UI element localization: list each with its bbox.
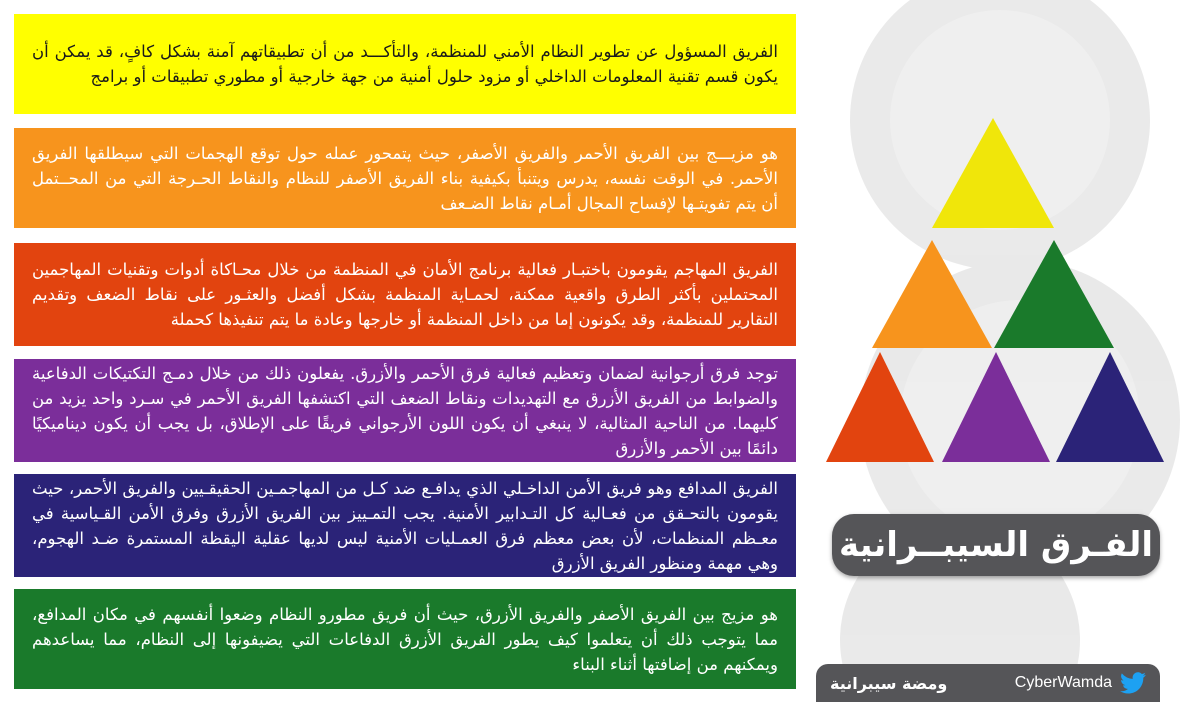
blue-team-text: الفريق المدافع وهو فريق الأمن الداخـلي الذي يدافـع ضد كـل من المهاجمـين الحقيقـيين والفريق الأحمر، حيث يقومون بالتحـقق من فعـالية كل التـدابير الأمنية. يجب التمـييز بين الفريق الأزرق وفرق الأمن القـياسية في معـظم المنظمات، لأن بعض معظم فرق العمـليات الأمنية ليس لديها عقلية اليقظة المستمرة ضـد الهجوم، وهي مهمة ومنظور الفريق الأزرق bbox=[32, 478, 778, 573]
pyramid-yellow-triangle bbox=[932, 118, 1054, 228]
twitter-handle: CyberWamda bbox=[1014, 674, 1112, 691]
purple-team-text: توجد فرق أرجوانية لضمان وتعظيم فعالية فرق الأحمر والأزرق. يفعلون ذلك من خلال دمـج التكتيكات الدفاعية والضوابط من الفريق الأزرق مع التهديدات ونقاط الضعف التي اكتشفها الفريق الأحمر في سـرد واحد يزيد من كليهما. من الناحية المثالية، لا ينبغي أن يكون اللون الأرجواني فريقًا على الإطلاق، بل يجب أن يكون ديناميكيًا دائمًا بين الأحمر والأزرق bbox=[32, 363, 778, 458]
orange-team-text: هو مزيـــج بين الفريق الأحمر والفريق الأصفر، حيث يتمحور عمله حول توقع الهجمات التي سيطلقها الفريق الأحمر. في الوقت نفسه، يدرس ويتنبأ بكيفية بناء الفريق الأصفر للنظام والنقاط الحـرجة التي من المحــتمل أن يتم تفويتـها لإفساح المجال أمـام نقاط الضـعف bbox=[32, 143, 778, 213]
blue-team-panel bbox=[14, 474, 796, 577]
footer-bar bbox=[816, 664, 1160, 702]
red-team-panel bbox=[14, 243, 796, 346]
green-team-text: هو مزيج بين الفريق الأصفر والفريق الأزرق، حيث أن فريق مطورو النظام وضعوا أنفسهم في مكان المدافع، مما يتوجب ذلك أن يتعلموا كيف يطور الفريق الأزرق الدفاعات التي يضيفونها إلى النظام، مما يساعدهم ويمكنهم من إضافتها أثناء البناء bbox=[32, 604, 778, 674]
pyramid-red-triangle bbox=[826, 352, 934, 462]
pyramid-blue-triangle bbox=[1056, 352, 1164, 462]
yellow-team-panel bbox=[14, 14, 796, 114]
pyramid-orange-triangle bbox=[872, 240, 992, 348]
green-team-panel bbox=[14, 589, 796, 689]
purple-team-panel bbox=[14, 359, 796, 462]
page-title bbox=[832, 514, 1160, 576]
pyramid-green-triangle bbox=[994, 240, 1114, 348]
pyramid-purple-triangle bbox=[942, 352, 1050, 462]
twitter-bird-icon bbox=[1120, 672, 1146, 694]
red-team-text: الفريق المهاجم يقومون باختبـار فعالية برنامج الأمان في المنظمة من خلال محـاكاة أدوات وتقنيات المهاجمين المحتملين بأكثر الطرق واقعية ممكنة، لحمـاية المنظمة بشكل أفضل والعثـور على نقاط الضعف وتقديم التقارير للمنظمة، وقد يكونون إما من داخل المنظمة أو خارجها وعادة ما يتم تنفيذها كحملة bbox=[32, 260, 778, 329]
page-title-text: الفـرق السيبــرانية bbox=[839, 525, 1153, 565]
team-pyramid bbox=[810, 110, 1180, 470]
brand-name: ومضة سيبرانية bbox=[830, 673, 948, 693]
orange-team-panel bbox=[14, 128, 796, 228]
twitter-handle-link[interactable] bbox=[1015, 672, 1146, 694]
yellow-team-text: الفريق المسؤول عن تطوير النظام الأمني للمنظمة، والتأكـــد من أن تطبيقاتهم آمنة بشكل كافٍ، قد يمكن أن يكون قسم تقنية المعلومات الداخلي أو مزود حلول أمنية من جهة خارجية أو مطوري تطبيقات أو برامج bbox=[32, 42, 778, 86]
